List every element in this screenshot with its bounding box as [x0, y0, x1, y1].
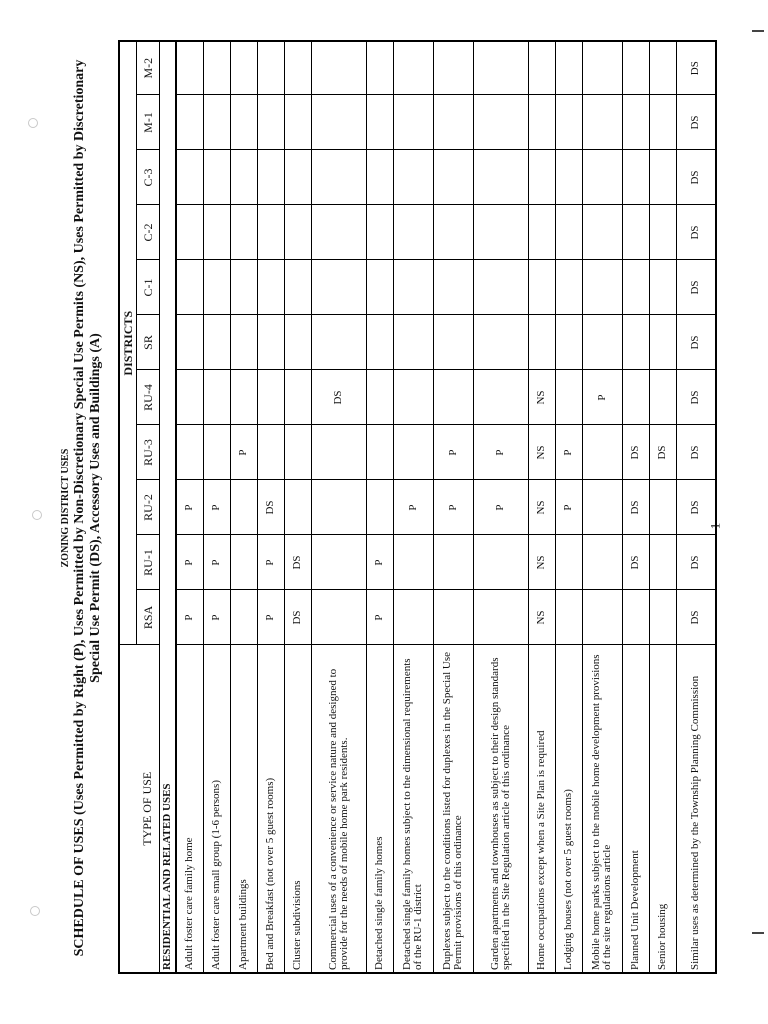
permission-cell — [257, 95, 284, 150]
permission-cell — [203, 260, 230, 315]
use-name: Adult foster care family home — [176, 645, 203, 973]
use-name: Adult foster care small group (1-6 persons) — [203, 645, 230, 973]
permission-cell: P — [555, 425, 582, 480]
use-name: Garden apartments and townhouses as subject to their design standards specified in the Site Regulation article of this ordinance — [473, 645, 528, 973]
permission-cell — [366, 425, 393, 480]
permission-cell: DS — [676, 260, 716, 315]
permission-cell — [230, 590, 257, 645]
permission-cell — [230, 95, 257, 150]
permission-cell — [555, 95, 582, 150]
permission-cell — [284, 150, 311, 205]
scan-mark — [752, 30, 764, 32]
column-header-row — [137, 41, 160, 973]
permission-cell: DS — [676, 205, 716, 260]
permission-cell — [284, 260, 311, 315]
heading-line-3: Special Use Permit (DS), Accessory Uses and Buildings (A) — [88, 333, 103, 683]
permission-cell — [622, 260, 649, 315]
use-name: Apartment buildings — [230, 645, 257, 973]
permission-cell — [176, 315, 203, 370]
permission-cell — [230, 41, 257, 95]
table-row — [311, 41, 366, 973]
use-name: Duplexes subject to the conditions listed for duplexes in the Special Use Permit provisions of this ordinance — [433, 645, 473, 973]
permission-cell — [622, 95, 649, 150]
permission-cell — [582, 535, 622, 590]
scan-speck — [30, 906, 40, 916]
district-header: M-2 — [137, 41, 160, 95]
permission-cell — [582, 315, 622, 370]
permission-cell — [257, 370, 284, 425]
scan-speck — [32, 510, 42, 520]
permission-cell: P — [203, 535, 230, 590]
district-header: C-2 — [137, 205, 160, 260]
permission-cell — [582, 95, 622, 150]
permission-cell — [284, 41, 311, 95]
permission-cell — [203, 150, 230, 205]
table-row — [582, 41, 622, 973]
permission-cell: DS — [676, 315, 716, 370]
permission-cell — [176, 260, 203, 315]
permission-cell — [311, 425, 366, 480]
permission-cell: NS — [528, 370, 555, 425]
scan-mark — [752, 932, 764, 934]
permission-cell — [393, 590, 433, 645]
permission-cell — [433, 535, 473, 590]
permission-cell: P — [176, 590, 203, 645]
districts-header-row — [119, 41, 137, 973]
permission-cell — [555, 260, 582, 315]
permission-cell — [311, 590, 366, 645]
permission-cell — [203, 370, 230, 425]
district-header: RU-3 — [137, 425, 160, 480]
permission-cell: DS — [676, 370, 716, 425]
permission-cell — [366, 150, 393, 205]
table-row — [230, 41, 257, 973]
table-row — [433, 41, 473, 973]
section-title: RESIDENTIAL AND RELATED USES — [160, 41, 177, 973]
district-header: RU-2 — [137, 480, 160, 535]
use-name: Similar uses as determined by the Township Planning Commission — [676, 645, 716, 973]
permission-cell: DS — [284, 590, 311, 645]
permission-cell — [366, 370, 393, 425]
permission-cell — [257, 41, 284, 95]
permission-cell — [555, 535, 582, 590]
permission-cell — [311, 150, 366, 205]
permission-cell — [433, 205, 473, 260]
permission-cell — [230, 150, 257, 205]
permission-cell — [284, 425, 311, 480]
heading-line-2: SCHEDULE OF USES (Uses Permitted by Right (P), Uses Permitted by Non-Discretionary Special Use Permits (NS), Uses Permitted by Discretionary — [72, 59, 87, 957]
table-row — [284, 41, 311, 973]
district-header: C-1 — [137, 260, 160, 315]
permission-cell — [393, 95, 433, 150]
heading-line-1: ZONING DISTRICT USES — [60, 448, 71, 568]
permission-cell — [555, 41, 582, 95]
permission-cell — [649, 590, 676, 645]
permission-cell — [311, 480, 366, 535]
permission-cell — [528, 205, 555, 260]
permission-cell — [230, 480, 257, 535]
permission-cell — [473, 150, 528, 205]
permission-cell — [366, 315, 393, 370]
permission-cell: P — [257, 590, 284, 645]
permission-cell: P — [582, 370, 622, 425]
permission-cell — [203, 315, 230, 370]
use-name: Mobile home parks subject to the mobile home development provisions of the site regulations article — [582, 645, 622, 973]
permission-cell — [649, 315, 676, 370]
permission-cell: DS — [622, 480, 649, 535]
table-row — [555, 41, 582, 973]
table-row — [393, 41, 433, 973]
district-header: C-3 — [137, 150, 160, 205]
permission-cell: P — [473, 480, 528, 535]
permission-cell — [649, 370, 676, 425]
permission-cell — [176, 370, 203, 425]
permission-cell — [649, 205, 676, 260]
permission-cell — [366, 41, 393, 95]
permission-cell — [433, 150, 473, 205]
permission-cell: DS — [676, 590, 716, 645]
permission-cell: DS — [676, 41, 716, 95]
permission-cell: P — [230, 425, 257, 480]
permission-cell — [311, 41, 366, 95]
use-name: Detached single family homes subject to the dimensional requirements of the RU-1 district — [393, 645, 433, 973]
permission-cell — [473, 315, 528, 370]
permission-cell: P — [555, 480, 582, 535]
permission-cell — [433, 95, 473, 150]
permission-cell — [311, 315, 366, 370]
permission-cell — [473, 205, 528, 260]
permission-cell — [203, 95, 230, 150]
permission-cell — [582, 425, 622, 480]
permission-cell — [176, 205, 203, 260]
use-name: Commercial uses of a convenience or service nature and designed to provide for the needs of mobile home park residents. — [311, 645, 366, 973]
permission-cell — [649, 41, 676, 95]
permission-cell: DS — [676, 95, 716, 150]
permission-cell — [473, 95, 528, 150]
table-row — [528, 41, 555, 973]
permission-cell: NS — [528, 425, 555, 480]
use-name: Lodging houses (not over 5 guest rooms) — [555, 645, 582, 973]
permission-cell — [582, 260, 622, 315]
permission-cell — [366, 205, 393, 260]
type-of-use-header: TYPE OF USE — [137, 645, 160, 973]
permission-cell — [176, 150, 203, 205]
permission-cell — [622, 315, 649, 370]
permission-cell — [257, 425, 284, 480]
permission-cell — [257, 260, 284, 315]
permission-cell — [555, 315, 582, 370]
schedule-of-uses-table — [118, 40, 717, 974]
permission-cell — [393, 150, 433, 205]
permission-cell: DS — [676, 480, 716, 535]
permission-cell — [582, 480, 622, 535]
permission-cell — [284, 370, 311, 425]
permission-cell: DS — [284, 535, 311, 590]
permission-cell: P — [203, 480, 230, 535]
permission-cell — [582, 590, 622, 645]
table-row — [176, 41, 203, 973]
permission-cell: P — [433, 480, 473, 535]
permission-cell — [203, 425, 230, 480]
permission-cell: NS — [528, 480, 555, 535]
permission-cell — [366, 480, 393, 535]
permission-cell — [649, 535, 676, 590]
permission-cell — [649, 150, 676, 205]
document-heading — [58, 42, 118, 974]
permission-cell: P — [366, 535, 393, 590]
permission-cell — [528, 260, 555, 315]
permission-cell — [622, 150, 649, 205]
permission-cell — [528, 315, 555, 370]
permission-cell: P — [257, 535, 284, 590]
permission-cell — [203, 205, 230, 260]
permission-cell — [230, 535, 257, 590]
permission-cell — [582, 150, 622, 205]
table-row — [676, 41, 716, 973]
table-row — [622, 41, 649, 973]
district-header: RU-4 — [137, 370, 160, 425]
permission-cell — [433, 370, 473, 425]
district-header: M-1 — [137, 95, 160, 150]
permission-cell — [393, 205, 433, 260]
permission-cell: P — [176, 480, 203, 535]
permission-cell: NS — [528, 535, 555, 590]
permission-cell: P — [473, 425, 528, 480]
permission-cell — [366, 95, 393, 150]
permission-cell — [393, 425, 433, 480]
permission-cell — [528, 150, 555, 205]
permission-cell — [622, 370, 649, 425]
permission-cell — [284, 315, 311, 370]
permission-cell — [433, 260, 473, 315]
permission-cell — [622, 41, 649, 95]
permission-cell — [230, 315, 257, 370]
permission-cell — [203, 41, 230, 95]
permission-cell — [555, 370, 582, 425]
permission-cell — [176, 41, 203, 95]
permission-cell — [649, 95, 676, 150]
rotated-page — [58, 42, 702, 974]
permission-cell: DS — [676, 425, 716, 480]
permission-cell — [555, 590, 582, 645]
permission-cell — [230, 205, 257, 260]
permission-cell: DS — [257, 480, 284, 535]
permission-cell — [393, 370, 433, 425]
permission-cell — [433, 315, 473, 370]
permission-cell — [433, 41, 473, 95]
use-name: Cluster subdivisions — [284, 645, 311, 973]
permission-cell — [473, 590, 528, 645]
permission-cell — [257, 315, 284, 370]
districts-header: DISTRICTS — [119, 41, 137, 645]
permission-cell — [230, 260, 257, 315]
permission-cell — [473, 535, 528, 590]
use-name: Senior housing — [649, 645, 676, 973]
permission-cell: P — [433, 425, 473, 480]
permission-cell — [257, 150, 284, 205]
permission-cell — [528, 95, 555, 150]
permission-cell — [311, 205, 366, 260]
use-name: Planned Unit Development — [622, 645, 649, 973]
permission-cell — [311, 260, 366, 315]
permission-cell — [230, 370, 257, 425]
table-row — [203, 41, 230, 973]
permission-cell — [555, 205, 582, 260]
page-number: 1 — [707, 522, 723, 530]
use-name: Bed and Breakfast (not over 5 guest rooms) — [257, 645, 284, 973]
permission-cell — [649, 480, 676, 535]
permission-cell — [528, 41, 555, 95]
permission-cell — [473, 41, 528, 95]
permission-cell — [473, 370, 528, 425]
permission-cell — [393, 315, 433, 370]
permission-cell — [473, 260, 528, 315]
permission-cell: DS — [622, 425, 649, 480]
permission-cell: NS — [528, 590, 555, 645]
permission-cell — [257, 205, 284, 260]
permission-cell: DS — [649, 425, 676, 480]
permission-cell — [582, 205, 622, 260]
district-header: SR — [137, 315, 160, 370]
district-header: RSA — [137, 590, 160, 645]
permission-cell — [393, 41, 433, 95]
permission-cell: DS — [622, 535, 649, 590]
permission-cell: P — [176, 535, 203, 590]
permission-cell — [284, 480, 311, 535]
permission-cell — [284, 205, 311, 260]
permission-cell — [176, 95, 203, 150]
table-row — [473, 41, 528, 973]
table-row — [649, 41, 676, 973]
permission-cell — [393, 535, 433, 590]
permission-cell — [622, 205, 649, 260]
permission-cell: DS — [676, 535, 716, 590]
permission-cell — [555, 150, 582, 205]
use-name: Detached single family homes — [366, 645, 393, 973]
section-row — [160, 41, 177, 973]
permission-cell: DS — [676, 150, 716, 205]
permission-cell — [311, 535, 366, 590]
table-row — [257, 41, 284, 973]
table-row — [366, 41, 393, 973]
permission-cell — [649, 260, 676, 315]
permission-cell: P — [203, 590, 230, 645]
permission-cell: P — [366, 590, 393, 645]
permission-cell — [176, 425, 203, 480]
district-header: RU-1 — [137, 535, 160, 590]
permission-cell — [311, 95, 366, 150]
scan-speck — [28, 118, 38, 128]
permission-cell — [284, 95, 311, 150]
permission-cell — [366, 260, 393, 315]
permission-cell — [393, 260, 433, 315]
permission-cell — [622, 590, 649, 645]
permission-cell: DS — [311, 370, 366, 425]
permission-cell: P — [393, 480, 433, 535]
use-name: Home occupations except when a Site Plan is required — [528, 645, 555, 973]
permission-cell — [433, 590, 473, 645]
permission-cell — [582, 41, 622, 95]
